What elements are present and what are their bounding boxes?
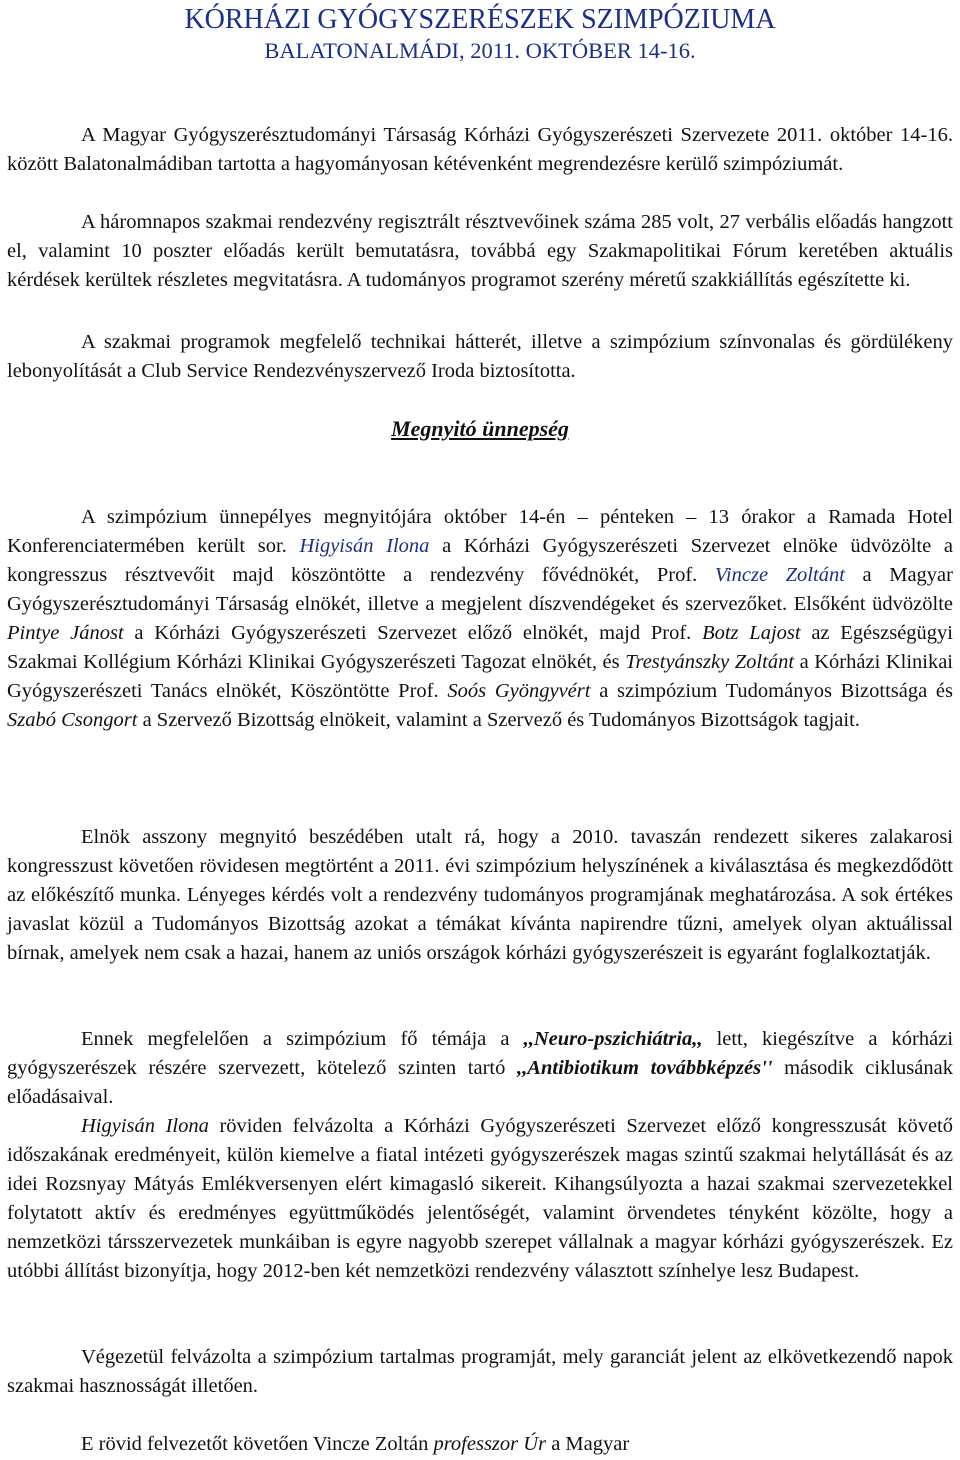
person-name-botz: Botz Lajost (702, 622, 801, 644)
training-topic: ,,Antibiotikum továbbképzés'' (517, 1057, 773, 1079)
speech-text-3: röviden felvázolta a Kórházi Gyógyszerészeti Szervezet előző kongresszusát követő időszakának eredményeit, külön kiemelve a fiatal intézeti gyógyszerészek magas szintű szakmai helytállását és az idei Rozsnyay Mátyás Emlékversenyen elért kimagasló sikereit. Kihangsúlyozta a hazai szakmai szervezetekkel folytatott aktív és eredményes együttműködés jelentőségét, valamint örvendetes tényként közölte, hogy a nemzetközi társszervezetek munkáiban is egyre nagyobb szerepet vállalnak a magyar kórházi gyógyszerészek. Ez utóbbi állítást bizonyítja, hogy 2012-ben két nemzetközi rendezvény választott színhelye lesz Budapest. (7, 1115, 954, 1282)
speech-paragraph-5 (7, 1430, 953, 1459)
speech-paragraph-3 (7, 1112, 953, 1286)
opening-text-6: a Kórházi Klinikai Gyógyszerészeti Tanács elnökét, Köszöntötte Prof. (7, 651, 954, 702)
person-name-higyisan-2: Higyisán Ilona (81, 1115, 209, 1137)
speech-text-2a: Ennek megfelelően a szimpózium fő témája a (81, 1028, 524, 1050)
intro-paragraph-2 (7, 208, 953, 295)
opening-text-3: a Magyar Gyógyszerésztudományi Társaság elnökét, illetve a megjelent díszvendégeket és szervezőket. Elsőként üdvözölte (7, 564, 953, 615)
person-name-szabo: Szabó Csongort (7, 709, 138, 731)
document-title: KÓRHÁZI GYÓGYSZERÉSZEK SZIMPÓZIUMA (184, 4, 776, 35)
speech-paragraph-4 (7, 1343, 953, 1401)
person-name-pintye: Pintye Jánost (7, 622, 124, 644)
person-name-trestyanszky: Trestyánszky Zoltánt (625, 651, 795, 673)
speech-text-1: Elnök asszony megnyitó beszédében utalt rá, hogy a 2010. tavaszán rendezett sikeres zalakarosi kongresszust követően rövidesen megtörtént a 2011. évi szimpózium helyszínének a kiválasztása és megkezdődött az előkészítő munka. Lényeges kérdés volt a rendezvény tudományos programjának meghatározása. A sok értékes javaslat közül a Tudományos Bizottság azokat a témákat kívánta napirendre tűzni, amelyek olyan aktuálissal bírnak, amelyek nem csak a hazai, hanem az uniós országok kórházi gyógyszerészeit is egyaránt foglalkoztatják. (7, 826, 953, 964)
speech-paragraph-1 (7, 823, 953, 968)
speech-text-2e: második ciklusának előadásaival. (7, 1057, 953, 1108)
opening-text-1: A szimpózium ünnepélyes megnyitójára október 14-én – pénteken – 13 órakor a Ramada Hotel Konferenciatermében került sor. (7, 506, 953, 557)
document-subtitle: BALATONALMÁDI, 2011. OKTÓBER 14-16. (264, 38, 696, 63)
speech-text-4: Végezetül felvázolta a szimpózium tartalmas programját, mely garanciát jelent az elkövetkezendő napok szakmai hasznosságát illetően. (7, 1346, 953, 1397)
section-heading: Megnyitó ünnepség (391, 416, 569, 441)
opening-text-5: az Egészségügyi Szakmai Kollégium Kórházi Klinikai Gyógyszerészeti Tagozat elnökét, és (7, 622, 954, 673)
intro-text-2: A háromnapos szakmai rendezvény regisztrált résztvevőinek száma 285 volt, 27 verbális előadás hangzott el, valamint 10 poszter előadás került bemutatásra, továbbá egy Szakmapolitikai Fórum keretében aktuális kérdések kerültek részletes megvitatásra. A tudományos programot szerény méretű szakkiállítás egészítette ki. (7, 211, 953, 291)
intro-paragraph-3 (7, 328, 953, 386)
person-name-soos: Soós Gyöngyvért (447, 680, 591, 702)
intro-text-3: A szakmai programok megfelelő technikai hátterét, illetve a szimpózium színvonalas és gördülékeny lebonyolítását a Club Service Rendezvényszervező Iroda biztosította. (7, 331, 953, 382)
intro-paragraph-1 (7, 121, 953, 179)
opening-text-7: a szimpózium Tudományos Bizottsága és (590, 680, 953, 702)
speech-text-2c: lett, kiegészítve a kórházi gyógyszerészek részére szervezett, kötelező szinten tartó (7, 1028, 954, 1079)
opening-text-2: a Kórházi Gyógyszerészeti Szervezet elnöke üdvözölte a kongresszus résztvevőit majd köszöntötte a rendezvény fővédnökét, Prof. (7, 535, 953, 586)
speech-text-5c: a Magyar (546, 1433, 630, 1455)
speech-text-5a: E rövid felvezetőt követően Vincze Zoltán (81, 1433, 434, 1455)
main-topic: ,,Neuro-pszichiátria,, (523, 1028, 703, 1050)
opening-paragraph (7, 503, 953, 735)
opening-text-4: a Kórházi Gyógyszerészeti Szervezet előző elnökét, majd Prof. (123, 622, 703, 644)
person-name-higyisan: Higyisán Ilona (299, 535, 430, 557)
professor-title: professzor Úr (433, 1433, 547, 1455)
speech-paragraph-2 (7, 1025, 953, 1112)
intro-text-1: A Magyar Gyógyszerésztudományi Társaság Kórházi Gyógyszerészeti Szervezete 2011. október 14-16. között Balatonalmádiban tartotta a hagyományosan kétévenként megrendezésre kerülő szimpóziumát. (7, 124, 953, 175)
opening-text-8: a Szervező Bizottság elnökeit, valamint a Szervező és Tudományos Bizottságok tagjait. (137, 709, 860, 731)
person-name-vincze: Vincze Zoltánt (714, 564, 845, 586)
